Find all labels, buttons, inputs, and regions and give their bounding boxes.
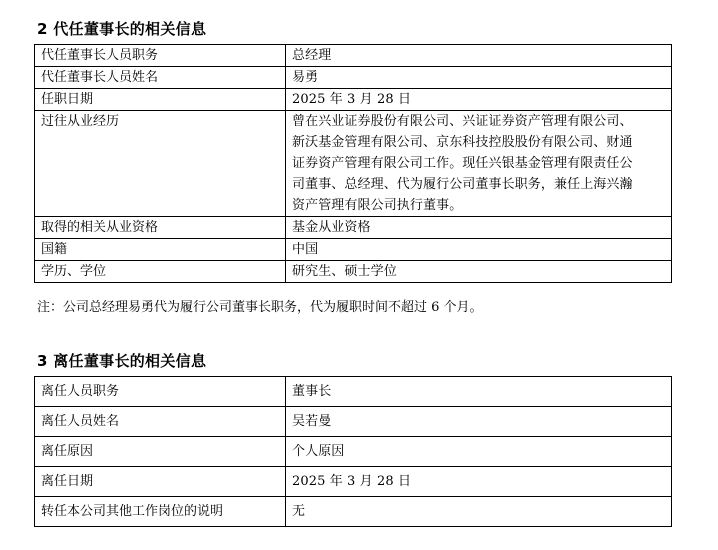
field-label: 离任原因 xyxy=(35,437,286,467)
field-value-experience xyxy=(286,111,672,217)
field-label: 转任本公司其他工作岗位的说明 xyxy=(35,497,286,527)
field-value: 总经理 xyxy=(286,45,672,67)
field-label: 离任人员姓名 xyxy=(35,407,286,437)
table-row xyxy=(35,261,672,283)
field-label: 任职日期 xyxy=(35,89,286,111)
table-row xyxy=(35,407,672,437)
experience-line: 证券资产管理有限公司工作。现任兴银基金管理有限责任公 xyxy=(292,156,633,171)
experience-line: 曾在兴业证券股份有限公司、兴证证券资产管理有限公司、 xyxy=(292,114,633,129)
field-value: 易勇 xyxy=(286,67,672,89)
table-footnote: 注：公司总经理易勇代为履行公司董事长职务，代为履职时间不超过 6 个月。 xyxy=(37,300,483,315)
table-row xyxy=(35,67,672,89)
field-label: 代任董事长人员职务 xyxy=(35,45,286,67)
table-row xyxy=(35,217,672,239)
table-row xyxy=(35,239,672,261)
departing-chairman-table xyxy=(34,376,672,527)
table-row xyxy=(35,497,672,527)
section-3-title: 3 离任董事长的相关信息 xyxy=(37,352,207,370)
table-row xyxy=(35,467,672,497)
field-value: 研究生、硕士学位 xyxy=(286,261,672,283)
experience-line: 新沃基金管理有限公司、京东科技控股股份有限公司、财通 xyxy=(292,135,633,150)
table-row xyxy=(35,437,672,467)
acting-chairman-table xyxy=(34,44,672,283)
field-value: 个人原因 xyxy=(286,437,672,467)
field-label: 取得的相关从业资格 xyxy=(35,217,286,239)
field-label: 国籍 xyxy=(35,239,286,261)
field-value: 基金从业资格 xyxy=(286,217,672,239)
field-value: 2025 年 3 月 28 日 xyxy=(286,89,672,111)
field-label: 离任人员职务 xyxy=(35,377,286,407)
field-value: 中国 xyxy=(286,239,672,261)
experience-line: 资产管理有限公司执行董事。 xyxy=(292,198,463,213)
section-2-title: 2 代任董事长的相关信息 xyxy=(37,20,207,38)
field-value: 无 xyxy=(286,497,672,527)
table-row xyxy=(35,377,672,407)
field-value: 董事长 xyxy=(286,377,672,407)
field-label: 代任董事长人员姓名 xyxy=(35,67,286,89)
field-value: 吴若曼 xyxy=(286,407,672,437)
table-row xyxy=(35,111,672,217)
field-label: 学历、学位 xyxy=(35,261,286,283)
table-row xyxy=(35,89,672,111)
field-label: 离任日期 xyxy=(35,467,286,497)
experience-line: 司董事、总经理、代为履行公司董事长职务，兼任上海兴瀚 xyxy=(292,177,633,192)
field-label: 过往从业经历 xyxy=(35,111,286,217)
table-row xyxy=(35,45,672,67)
field-value: 2025 年 3 月 28 日 xyxy=(286,467,672,497)
